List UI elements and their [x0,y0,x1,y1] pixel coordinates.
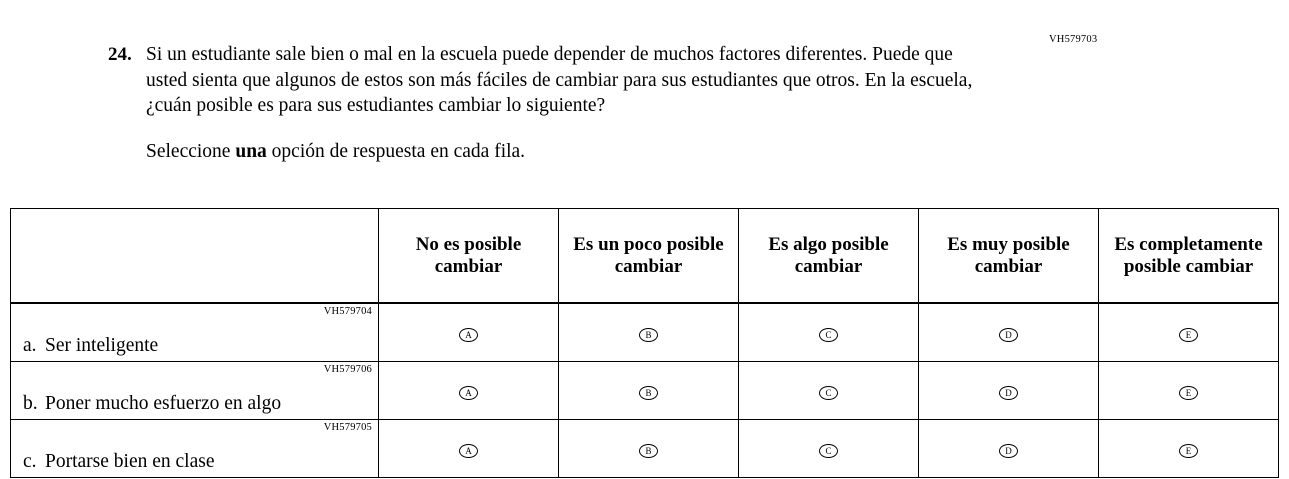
column-header-2: Es un poco posible cambiar [559,209,739,304]
radio-bubble-b[interactable]: B [639,444,658,458]
row-item-label [23,451,214,473]
row-item-label [23,393,281,415]
radio-cell-a-3[interactable] [739,303,919,362]
radio-bubble-b[interactable]: B [639,328,658,342]
radio-cell-c-1[interactable] [379,420,559,478]
table-row [11,420,1279,478]
question-block [108,42,1108,164]
row-item-text: Portarse bien en clase [45,451,215,472]
radio-bubble-a[interactable]: A [459,386,478,400]
row-item-letter: a. [23,335,37,356]
radio-bubble-a[interactable]: A [459,328,478,342]
radio-cell-a-1[interactable] [379,303,559,362]
radio-cell-b-1[interactable] [379,362,559,420]
table-row [11,362,1279,420]
radio-cell-b-5[interactable] [1099,362,1279,420]
radio-cell-b-2[interactable] [559,362,739,420]
question-row [108,42,1108,119]
row-item-letter: b. [23,393,38,414]
radio-cell-a-2[interactable] [559,303,739,362]
row-item-label [23,335,158,357]
row-item-id: VH579704 [323,306,372,317]
radio-cell-c-2[interactable] [559,420,739,478]
radio-bubble-d[interactable]: D [999,328,1018,342]
radio-bubble-a[interactable]: A [459,444,478,458]
radio-cell-c-5[interactable] [1099,420,1279,478]
question-text: Si un estudiante sale bien o mal en la escuela puede depender de muchos factores diferentes. Puede que usted sienta que algunos de estos son más fáciles de cambiar para sus estudiantes que otros. En la escuela, ¿cuán posible es para sus estudiantes cambiar lo siguiente? [146,44,973,116]
radio-bubble-d[interactable]: D [999,444,1018,458]
column-header-4: Es muy posible cambiar [919,209,1099,304]
instruction-emphasis: una [235,140,267,162]
column-header-1: No es posible cambiar [379,209,559,304]
row-label-cell-c [11,420,379,478]
row-item-id: VH579706 [323,364,372,375]
form-id-top: VH579703 [1049,34,1098,45]
row-item-id: VH579705 [323,422,372,433]
row-item-text: Ser inteligente [45,335,159,356]
response-matrix [10,208,1279,478]
radio-cell-a-4[interactable] [919,303,1099,362]
radio-cell-b-4[interactable] [919,362,1099,420]
instruction-after: opción de respuesta en cada fila. [266,140,526,162]
instruction-before: Seleccione [146,140,236,162]
radio-bubble-c[interactable]: C [819,386,838,400]
radio-cell-a-5[interactable] [1099,303,1279,362]
radio-bubble-c[interactable]: C [819,328,838,342]
radio-cell-c-4[interactable] [919,420,1099,478]
matrix-header-row [11,209,1279,304]
radio-cell-b-3[interactable] [739,362,919,420]
radio-bubble-e[interactable]: E [1179,386,1198,400]
row-item-letter: c. [23,451,37,472]
question-number: 24. [108,44,132,65]
matrix-corner-cell [11,209,379,304]
row-label-cell-b [11,362,379,420]
row-item-text: Poner mucho esfuerzo en algo [45,393,282,414]
column-header-3: Es algo posible cambiar [739,209,919,304]
column-header-5: Es completamente posible cambiar [1099,209,1279,304]
radio-bubble-e[interactable]: E [1179,328,1198,342]
radio-bubble-e[interactable]: E [1179,444,1198,458]
radio-bubble-c[interactable]: C [819,444,838,458]
radio-bubble-b[interactable]: B [639,386,658,400]
radio-cell-c-3[interactable] [739,420,919,478]
row-label-cell-a [11,303,379,362]
table-row [11,303,1279,362]
radio-bubble-d[interactable]: D [999,386,1018,400]
question-instruction [146,139,1108,164]
